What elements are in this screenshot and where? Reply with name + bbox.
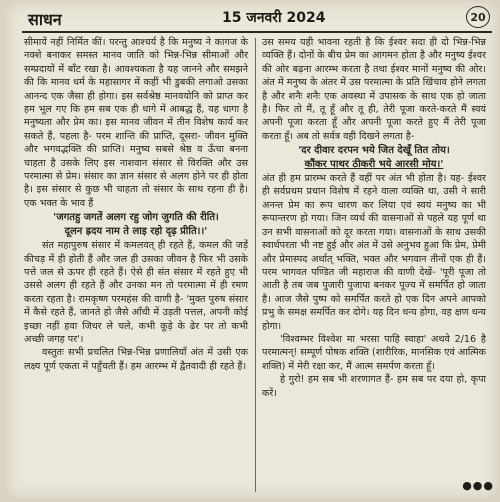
header-rule [22, 31, 492, 33]
right-column [262, 36, 486, 494]
left-couplet-line-2: दूलन ह्रदय नाम ते लाइ रहो दृढ़ प्रीति।।' [64, 225, 208, 237]
right-paragraph-4: हे गुरो! हम सब भी शरणागत हैं- हम सब पर दया हो, कृपा करें। [262, 374, 486, 399]
page-header [6, 2, 498, 32]
right-couplet-line-1: 'दर दीवार दरपन भये जित देखूँ तित तोय। [298, 145, 450, 157]
left-couplet-line-1: 'जगतहु जगतें अलग रहु जोग जुगति की रीति। [53, 212, 219, 224]
left-column [24, 36, 248, 494]
issue-date: 15 जनवरी 2024 [222, 10, 326, 26]
right-paragraph-3: 'विश्वम्भर विश्वेश मा भरसा पाहि स्वाहा' अथवे 2/16 है परमात्मन्! सम्पूर्ण पोषक शक्ति (शारीरिक, मानसिक एवं आत्मिक शक्ति) में मेरी रक्षा कर, मैं आत्म समर्पण करता हूँ। [262, 333, 486, 372]
column-divider [255, 38, 256, 492]
right-couplet-line-2: कौंकर पाथर ठीकरी भये आरसी मोय।' [304, 158, 444, 170]
left-paragraph-1: सीमायें नहीं निर्मित कीं। परन्तु आश्चर्य है कि मनुष्य ने कागज के नक्शे बनाकर समस्त मानव जाति को भिन्न-भिन्न सीमाओं और सम्प्रदायों में बाँट रखा है। आवश्यकता है यह जानने और समझने की कि मानव धर्म के महासागर में कहीं भी डुबकी लगाओ उसका आनन्द एक जैसा ही होगा। इस सर्वश्रेष्ठ मानवयोनि को प्राप्त कर हम भूल गए कि हम सब एक ही धागे में आबद्ध हैं, यह धागा है मनुष्यता और प्रेम का। इस मानव जीवन में तीन विशेष कार्य कर सकते हैं, पहला है- परम शान्ति की प्राप्ति, दूसरा- जीवन मुक्ति और भगवद्भक्ति की प्राप्ति। मनुष्य सबसे श्रेष्ठ व ऊँचा बनना चाहता है उसके लिए इस नाशवान संसार से विरक्ति और उस परमात्मा से प्रेम। संसार का ज्ञान संसार से अलग होने पर ही होता है। इस संसार से कुछ भी चाहता तो संसार के साथ रहना ही है। एक भक्त के भाव हैं [24, 37, 248, 209]
right-paragraph-1: उस समय यही भावना रहती है कि ईश्वर सदा ही दो भिन्न-भिन्न व्यक्ति हैं। दोनों के बीच प्रेम का आगमन होता है और मनुष्य ईश्वर की ओर बढ़ना आरम्भ करता है तथा ईश्वर मानों मनुष्य की ओर। अंत में मनुष्य के अंतर में उस परमात्मा के प्रति खिंचाव होने लगता है और शनैः शनैः एक अवस्था में उपासक के साथ एक हो जाता है। फिर तो मैं, तू हूँ और तू ही, तेरी पूजा करते-करते मैं स्वयं अपनी पूजा करता हूँ और अपनी पूजा करते हुए मैं तेरी पूजा करता हूँ। अब तो सर्वत्र वही दिखने लगता है- [262, 37, 486, 142]
end-mark: ●●● [462, 479, 494, 492]
magazine-title: साधन [28, 10, 62, 29]
magazine-page [6, 2, 498, 498]
right-paragraph-2: अंत ही हम प्रारम्भ करते हैं वहीं पर अंत भी होता है। यह- ईश्वर ही सर्वप्रथम प्रधान विशेष में रहने वाला व्यक्ति था, उसी ने सारी अनन्त प्रेम का रूप धारण कर लिया एवं स्वयं मनुष्य का भी रूपान्तरण हो गया। जिन व्यर्थ की वासनाओं से पहले यह पूर्ण था उन सभी वासनाओं को दूर करता गया। वासनाओं के साथ उसकी स्वार्थपरता भी नष्ट हुई और अंत में उसे अनुभव हुआ कि प्रेम, प्रेमी और प्रेमास्पद अर्थात् भक्ति, भक्त और भगवान तीनों एक ही हैं। परम भागवत पण्डित जी महाराज की वाणी देखें- 'पूरी पूजा तो आती है तब जब पुजारी पुजापा बनकर पूज्य में समर्पित हो जाता है। आज जैसे पुष्प को समर्पित करते हो एक दिन अपने आपको प्रभु के समक्ष समर्पित कर दोगे। यह दिन धन्य होगा, वह क्षण धन्य होगा। [262, 173, 486, 332]
right-couplet [262, 144, 486, 171]
left-couplet [24, 211, 248, 238]
page-number-badge: 20 [466, 6, 490, 28]
left-paragraph-2: संत महापुरुष संसार में कमलवत् ही रहते हैं, कमल की जड़ें कीचड़ में ही होती हैं और जल ही उसका जीवन है फिर भी उसके पत्ते जल से ऊपर ही रहते हैं। ऐसे ही संत संसार में रहते हुए भी उससे अलग ही रहते हैं और उनका मन तो परमात्मा में ही रमण करता रहता है। रामकृष्ण परमहंस की वाणी है- 'मुक्त पुरुष संसार में कैसे रहते हैं, जानते हो जैसे आँधी में उड़ती पत्तल, अपनी कोई इच्छा नहीं हवा जिधर ले चले, कभी कूड़े के ढेर पर तो कभी अच्छी जगह पर'। [24, 240, 248, 345]
left-paragraph-3: वस्तुतः सभी प्रचलित भिन्न-भिन्न प्रणालियाँ अंत में उसी एक लक्ष्य पूर्ण एकता में पहुँचती हैं। हम आरम्भ में द्वैतवादी ही रहते हैं। [24, 347, 248, 372]
